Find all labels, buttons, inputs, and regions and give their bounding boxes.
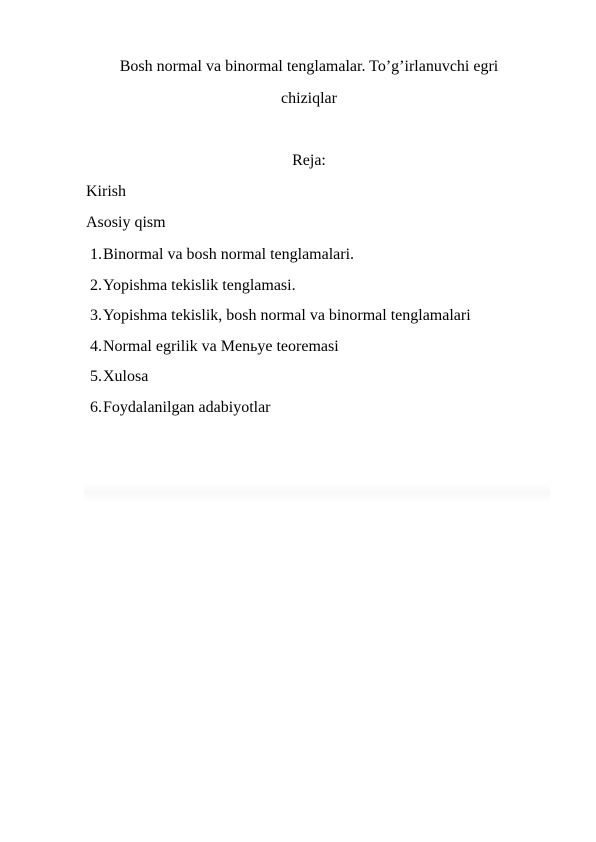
document-title-line-1: Bosh normal va binormal tenglamalar. To’g’irlanuvchi egri: [119, 58, 499, 75]
scan-artifact-band: [84, 484, 550, 502]
list-item-text: Xulosa: [103, 368, 149, 386]
plan-list: [86, 246, 471, 430]
list-item: [86, 368, 471, 399]
list-item-text: Binormal va bosh normal tenglamalari.: [103, 246, 355, 263]
list-item-text: Yopishma tekislik, bosh normal va binormal tenglamalari: [103, 307, 471, 325]
list-item-number: 6.: [90, 398, 102, 416]
list-item-text: Foydalanilgan adabiyotlar: [103, 398, 271, 416]
list-item: [86, 399, 471, 430]
list-item: [86, 338, 471, 369]
list-item-text: Normal egrilik va Menьye teoremasi: [103, 337, 339, 355]
list-item: [86, 277, 471, 308]
list-item-number: 2.: [90, 276, 102, 294]
section-main: Asosiy qism: [86, 214, 166, 231]
list-item-number: 1.: [90, 246, 102, 263]
list-item-number: 3.: [90, 307, 102, 325]
list-item: [86, 307, 471, 338]
plan-heading: Reja:: [292, 152, 326, 169]
list-item-number: 4.: [90, 337, 102, 355]
list-item-text: Yopishma tekislik tenglamasi.: [103, 276, 296, 294]
document-title-line-2: chiziqlar: [281, 90, 337, 107]
list-item: [86, 246, 471, 277]
section-intro: Kirish: [86, 183, 126, 200]
list-item-number: 5.: [90, 368, 102, 386]
